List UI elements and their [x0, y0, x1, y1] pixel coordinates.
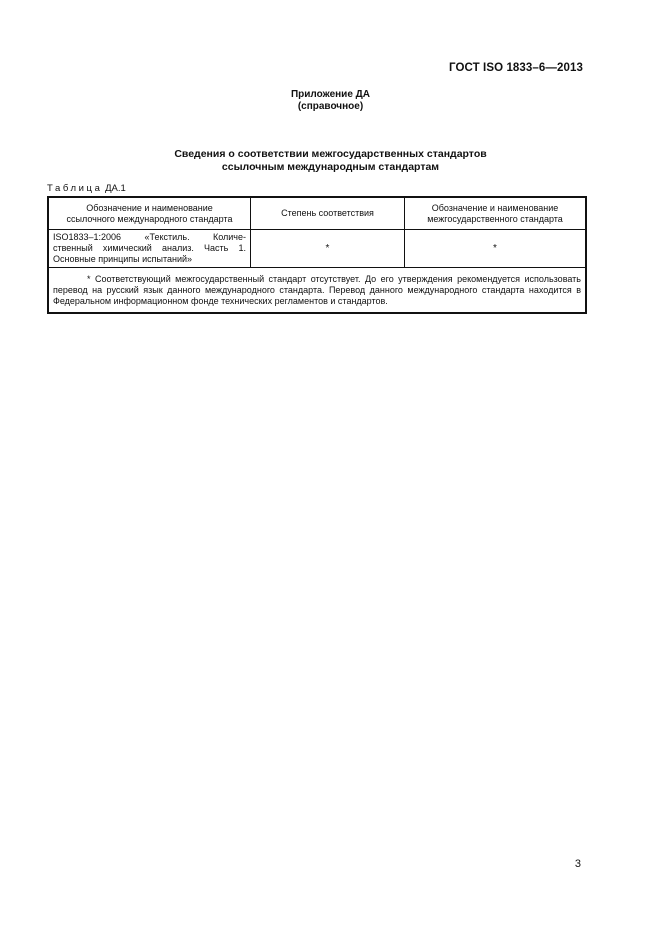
section-title-line-1: Сведения о соответствии межгосударственных стандартов [174, 148, 487, 160]
table-note-row [48, 268, 586, 314]
table-caption [47, 183, 126, 194]
header-interstate-standard [405, 197, 587, 230]
annex-subtitle: (справочное) [297, 101, 364, 112]
header-degree [251, 197, 405, 230]
table-caption-number: ДА.1 [105, 183, 126, 194]
cell-line: ственный химический анализ. Часть 1. [53, 243, 246, 253]
header-international-standard [48, 197, 251, 230]
correspondence-table [47, 196, 587, 314]
header-cell-line: Обозначение и наименование [431, 202, 559, 213]
document-code: ГОСТ ISO 1833–6—2013 [448, 62, 583, 74]
table-row [48, 230, 586, 268]
page-number: 3 [574, 858, 581, 870]
table-note [48, 268, 586, 314]
section-title [0, 148, 661, 173]
annex-heading [0, 89, 661, 113]
cell-line: Основные принципы испытаний» [53, 254, 193, 264]
annex-title: Приложение ДА [290, 89, 371, 100]
cell-interstate-standard: * [405, 230, 587, 268]
header-cell-line: Обозначение и наименование [86, 202, 213, 213]
table-header-row [48, 197, 586, 230]
header-cell-line: межгосударственного стандарта [427, 213, 563, 224]
table-note-text: * Соответствующий межгосударственный стандарт отсутствует. До его утверждения рекомендуется использовать перевод на русский язык данного международного стандарта. Перевод данного международного стандарта находится в Федеральном информационном фонде технических регламентов и стандартов. [53, 273, 581, 306]
section-title-line-2: ссылочным международным стандартам [221, 160, 440, 173]
header-cell-line: ссылочного международного стандарта [66, 213, 233, 224]
cell-degree: * [251, 230, 405, 268]
table-caption-word: Таблица [47, 183, 103, 194]
header-cell-line: Степень соответствия [281, 208, 374, 218]
cell-international-standard [48, 230, 251, 268]
cell-line: ISO1833–1:2006 «Текстиль. Количе- [53, 232, 246, 242]
